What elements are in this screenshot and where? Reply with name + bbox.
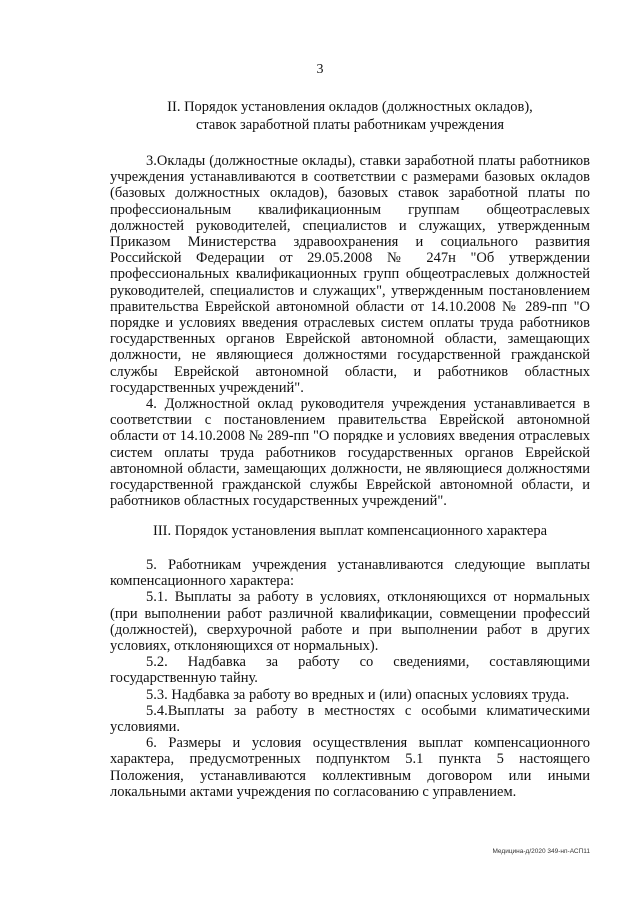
section-3-title: III. Порядок установления выплат компенсационного характера [152,523,548,539]
paragraph-5-4: 5.4.Выплаты за работу в местностях с особыми климатическими условиями. [110,702,590,736]
paragraph-4: 4. Должностной оклад руководителя учреждения устанавливается в соответствии с постановлением правительства Еврейской автономной области от 14.10.2008 № 289-пп "О порядке и условиях введения отраслевых систем оплаты труда работников государственных органов Еврейской автономной области, замещающих должности, не являющиеся должностями государственной гражданской службы Еврейской автономной области, и работников областных государственных учреждений". [110,396,590,510]
page-number: 3 [316,62,324,77]
paragraph-5-1: 5.1. Выплаты за работу в условиях, отклоняющихся от нормальных (при выполнении работ различной квалификации, совмещении профессий (должностей), сверхурочной работе и при выполнении работ в других условиях, отклоняющихся от нормальных). [110,589,590,655]
document-footer-code: Медицина-д/2020 349-нп-АСП11 [492,848,590,855]
paragraph-6: 6. Размеры и условия осуществления выплат компенсационного характера, предусмотренных подпунктом 5.1 пункта 5 настоящего Положения, устанавливаются коллективным договором или иными локальными актами учреждения по согласованию с управлением. [110,735,590,800]
section-2-title-line-1: II. Порядок установления окладов (должностных окладов), [167,99,533,115]
paragraph-5: 5. Работникам учреждения устанавливаются следующие выплаты компенсационного характера: [110,557,590,590]
section-2-title-line-2: ставок заработной платы работникам учреждения [195,117,505,133]
section-2-heading [110,98,590,134]
section-3-heading [110,522,590,540]
section-3-body [110,557,590,800]
paragraph-5-3: 5.3. Надбавка за работу во вредных и (или) опасных условиях труда. [146,686,570,703]
paragraph-3: 3.Оклады (должностные оклады), ставки заработной платы работников учреждения устанавливаются в соответствии с размерами базовых окладов (базовых должностных окладов), базовых ставок заработной платы по профессиональным квалификационным группам общеотраслевых должностей руководителей, специалистов и служащих, утвержденным Приказом Министерства здравоохранения и социального развития Российской Федерации от 29.05.2008 № 247н "Об утверждении профессиональных квалификационных групп общеотраслевых должностей руководителей, специалистов и служащих", утвержденным постановлением правительства Еврейской автономной области от 14.10.2008 № 289-пп "О порядке и условиях введения отраслевых систем оплаты труда работников государственных органов Еврейской автономной области, замещающих должности, не являющиеся должностями государственной гражданской службы Еврейской автономной области, и работников областных государственных учреждений". [110,153,590,396]
paragraph-5-2: 5.2. Надбавка за работу со сведениями, составляющими государственную тайну. [110,654,590,687]
section-2-body [110,153,590,509]
